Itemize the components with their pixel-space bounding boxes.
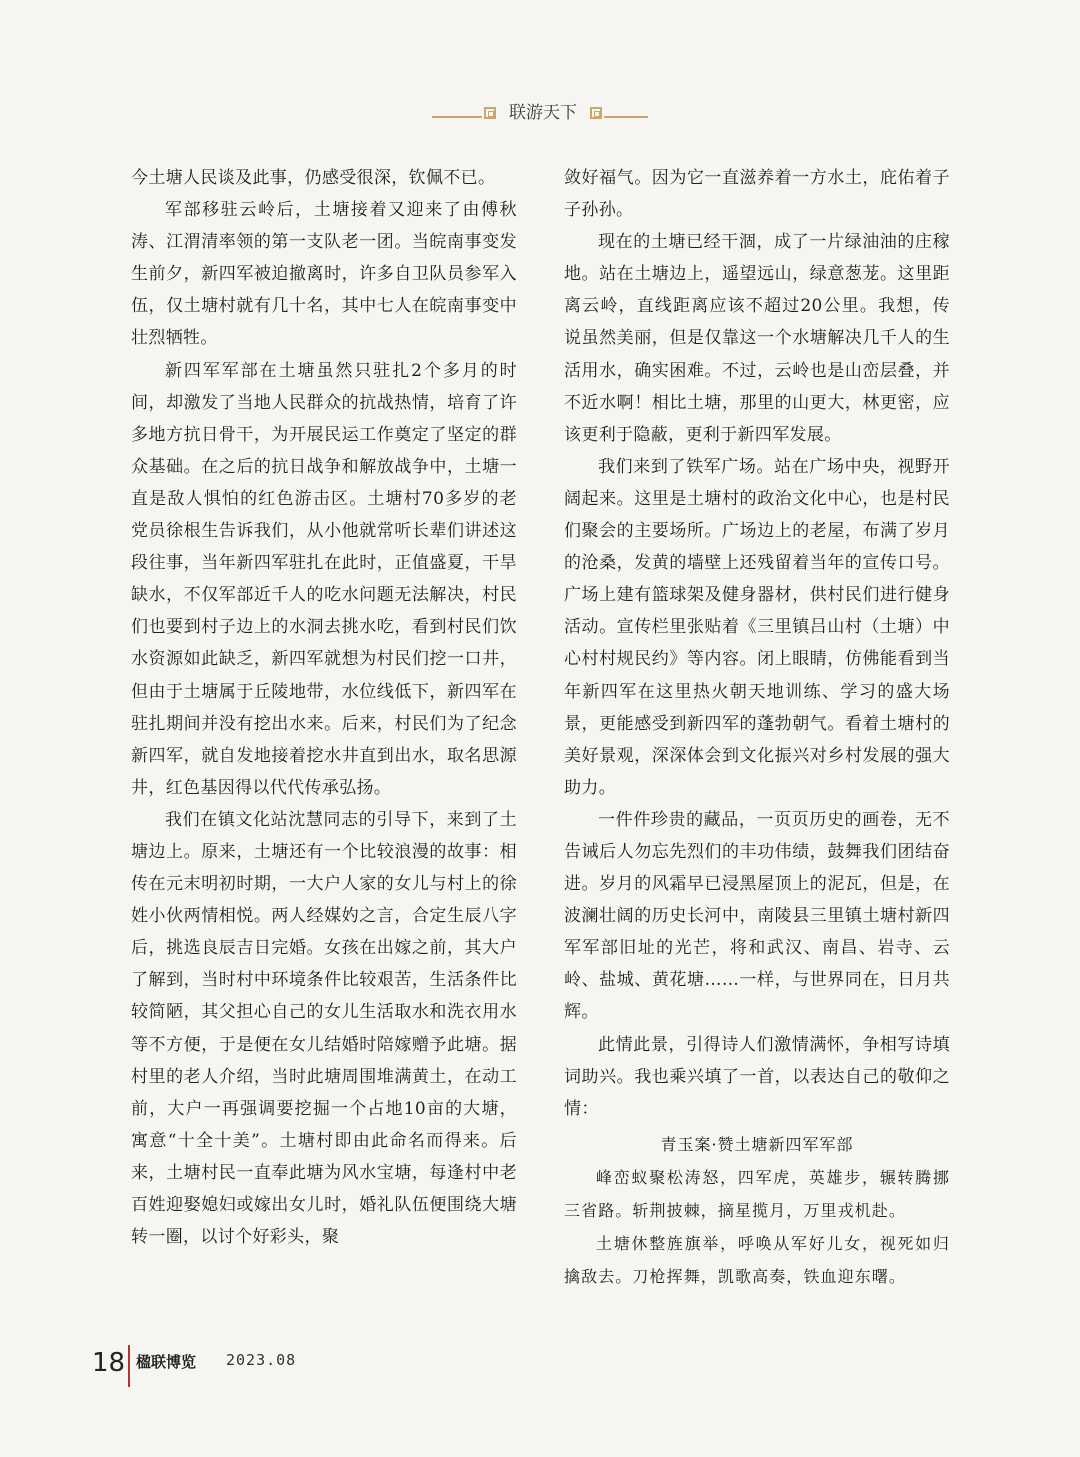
right-column (564, 162, 950, 1293)
paragraph: 一件件珍贵的藏品，一页页历史的画卷，无不告诫后人勿忘先烈们的丰功伟绩，鼓舞我们团结奋进。岁月的风霜早已浸黑屋顶上的泥瓦，但是，在波澜壮阔的历史长河中，南陵县三里镇土塘村新四军军部旧址的光芒，将和武汉、南昌、岩寺、云岭、盐城、黄花塘……一样，与世界同在，日月共辉。 (564, 809, 950, 1023)
ornament-icon-right (590, 107, 602, 119)
poem-title: 青玉案·赞土塘新四军军部 (660, 1134, 854, 1154)
paragraph: 今土塘人民谈及此事，仍感受很深，钦佩不已。 (131, 168, 496, 188)
magazine-name: 楹联博览 (136, 1353, 197, 1371)
section-title: 联游天下 (509, 103, 577, 123)
header-rule-right (604, 116, 648, 118)
paragraph: 此情此景，引得诗人们激情满怀，争相写诗填词助兴。我也乘兴填了一首，以表达自己的敬仰之情： (564, 1034, 950, 1119)
left-column (131, 162, 517, 1253)
ornament-icon-left (484, 107, 496, 119)
section-header (0, 96, 1080, 132)
paragraph: 我们在镇文化站沈慧同志的引导下，来到了土塘边上。原来，土塘还有一个比较浪漫的故事：相传在元末明初时期，一大户人家的女儿与村上的徐姓小伙两情相悦。两人经媒妁之言，合定生辰八字后，挑选良辰吉日完婚。女孩在出嫁之前，其大户了解到，当时村中环境条件比较艰苦，生活条件比较简陋，其父担心自己的女儿生活取水和洗衣用水等不方便，于是便在女儿结婚时陪嫁赠予此塘。据村里的老人介绍，当时此塘周围堆满黄土，在动工前，大户一再强调要挖掘一个占地10亩的大塘，寓意“十全十美”。土塘村即由此命名而得来。后来，土塘村民一直奉此塘为风水宝塘，每逢村中老百姓迎娶媳妇或嫁出女儿时，婚礼队伍便围绕大塘转一圈，以讨个好彩头，聚 (131, 809, 517, 1248)
header-rule-left (432, 116, 482, 118)
paragraph: 新四军军部在土塘虽然只驻扎2个多月的时间，却激发了当地人民群众的抗战热情，培育了许多地方抗日骨干，为开展民运工作奠定了坚定的群众基础。在之后的抗日战争和解放战争中，土塘一直是敌人惧怕的红色游击区。土塘村70多岁的老党员徐根生告诉我们，从小他就常听长辈们讲述这段往事，当年新四军驻扎在此时，正值盛夏，干旱缺水，不仅军部近千人的吃水问题无法解决，村民们也要到村子边上的水洞去挑水吃，看到村民们饮水资源如此缺乏，新四军就想为村民们挖一口井，但由于土塘属于丘陵地带，水位线低下，新四军在驻扎期间并没有挖出水来。后来，村民们为了纪念新四军，就自发地接着挖水井直到出水，取名思源井，红色基因得以代代传承弘扬。 (131, 360, 517, 798)
paragraph: 敛好福气。因为它一直滋养着一方水土，庇佑着子子孙孙。 (564, 168, 950, 221)
poem-stanza: 峰峦蚁聚松涛怒，四军虎，英雄步，辗转腾挪三省路。斩荆披棘，摘星揽月，万里戎机赴。 (564, 1167, 950, 1220)
poem-stanza: 土塘休整旌旗举，呼唤从军好儿女，视死如归擒敌去。刀枪挥舞，凯歌高奏，铁血迎东曙。 (564, 1233, 950, 1286)
footer-divider (128, 1345, 130, 1387)
paragraph: 军部移驻云岭后，土塘接着又迎来了由傅秋涛、江渭清率领的第一支队老一团。当皖南事变发生前夕，新四军被迫撤离时，许多自卫队员参军入伍，仅土塘村就有几十名，其中七人在皖南事变中壮烈牺牲。 (131, 200, 517, 349)
paragraph: 我们来到了铁军广场。站在广场中央，视野开阔起来。这里是土塘村的政治文化中心，也是村民们聚会的主要场所。广场边上的老屋，布满了岁月的沧桑，发黄的墙壁上还残留着当年的宣传口号。广场上建有篮球架及健身器材，供村民们进行健身活动。宣传栏里张贴着《三里镇吕山村（土塘）中心村村规民约》等内容。闭上眼睛，仿佛能看到当年新四军在这里热火朝天地训练、学习的盛大场景，更能感受到新四军的蓬勃朝气。看着土塘村的美好景观，深深体会到文化振兴对乡村发展的强大助力。 (564, 456, 950, 798)
page-number: 18 (92, 1348, 126, 1378)
paragraph: 现在的土塘已经干涸，成了一片绿油油的庄稼地。站在土塘边上，遥望远山，绿意葱茏。这里距离云岭，直线距离应该不超过20公里。我想，传说虽然美丽，但是仅靠这一个水塘解决几千人的生活用水，确实困难。不过，云岭也是山峦层叠，并不近水啊！相比土塘，那里的山更大，林更密，应该更利于隐蔽，更利于新四军发展。 (564, 232, 950, 445)
issue-date: 2023.08 (226, 1351, 297, 1369)
